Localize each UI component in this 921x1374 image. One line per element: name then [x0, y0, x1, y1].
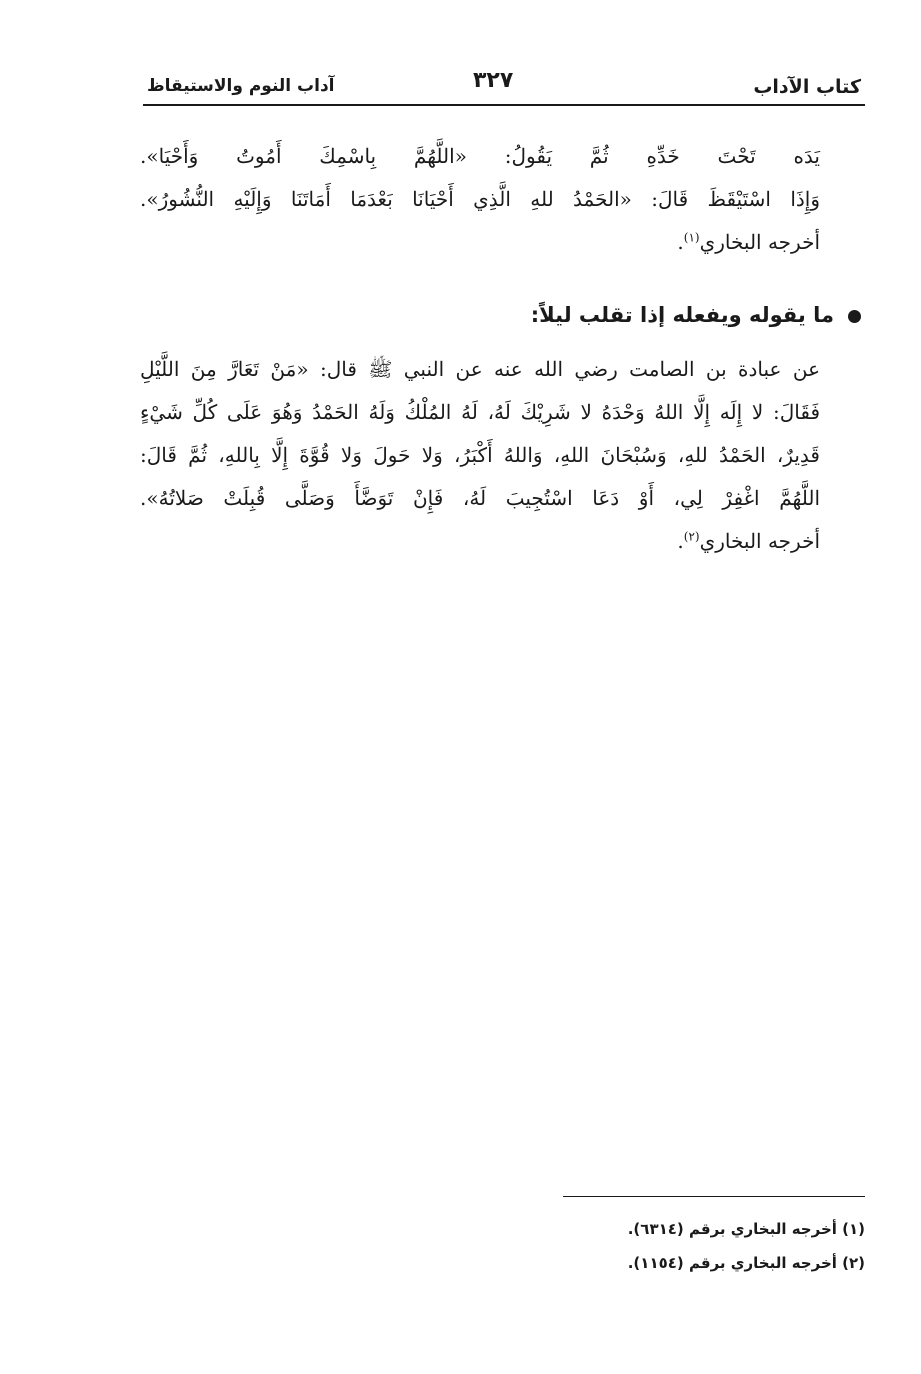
footnote-ref[interactable]: (١)	[683, 230, 700, 245]
paragraph-sleep-dua	[140, 135, 820, 264]
source-text: أخرجه البخاري	[699, 230, 820, 254]
footnote-divider	[563, 1196, 865, 1197]
paragraph-night-dua	[140, 348, 820, 563]
end-punctuation: .	[677, 230, 684, 254]
footnote-ref[interactable]: (٢)	[683, 529, 700, 544]
text-line: فَقَالَ: لا إِلَه إِلَّا اللهُ وَحْدَهُ لا شَرِيْكَ لَهُ، لَهُ المُلْكُ وَلَهُ الحَمْدُ وَهُوَ عَلَى كُلِّ شَيْءٍ	[140, 400, 820, 424]
chapter-title: آداب النوم والاستيقاظ	[147, 76, 335, 96]
page-header	[143, 66, 865, 106]
source-line	[140, 520, 820, 563]
text-line: عن عبادة بن الصامت رضي الله عنه عن النبي ﷺ قال: «مَنْ تَعَارَّ مِنَ اللَّيْلِ	[140, 357, 820, 381]
footnotes	[445, 1212, 865, 1280]
page-number: ٣٢٧	[473, 68, 514, 93]
section-heading-text: ما يقوله ويفعله إذا تقلب ليلاً:	[530, 303, 834, 327]
source-text: أخرجه البخاري	[699, 529, 820, 553]
section-heading	[181, 300, 861, 330]
text-line: يَدَه تَحْتَ خَدِّهِ ثُمَّ يَقُولُ: «اللَّهُمَّ بِاسْمِكَ أَمُوتُ وَأَحْيَا».	[140, 144, 820, 168]
book-title: كتاب الآداب	[753, 76, 861, 98]
text-line: قَدِيرٌ، الحَمْدُ للهِ، وَسُبْحَانَ اللهِ، وَاللهُ أَكْبَرُ، وَلا حَولَ وَلا قُوَّةَ إِلَّا بِاللهِ، ثُمَّ قَالَ:	[140, 443, 820, 467]
bullet-icon	[848, 310, 861, 323]
header-divider	[143, 104, 865, 106]
text-line: وَإِذَا اسْتَيْقَظَ قَالَ: «الحَمْدُ للهِ الَّذِي أَحْيَانَا بَعْدَمَا أَمَاتَنَا وَإِلَيْهِ النُّشُورُ».	[140, 187, 820, 211]
end-punctuation: .	[677, 529, 684, 553]
footnote-1: (١) أخرجه البخاري برقم (٦٣١٤).	[627, 1220, 865, 1238]
text-line: اللَّهُمَّ اغْفِرْ لِي، أَوْ دَعَا اسْتُجِيبَ لَهُ، فَإِنْ تَوَضَّأَ وَصَلَّى قُبِلَتْ صَلاتُهُ».	[140, 486, 821, 510]
source-line	[140, 221, 820, 264]
footnote-2: (٢) أخرجه البخاري برقم (١١٥٤).	[627, 1254, 865, 1272]
